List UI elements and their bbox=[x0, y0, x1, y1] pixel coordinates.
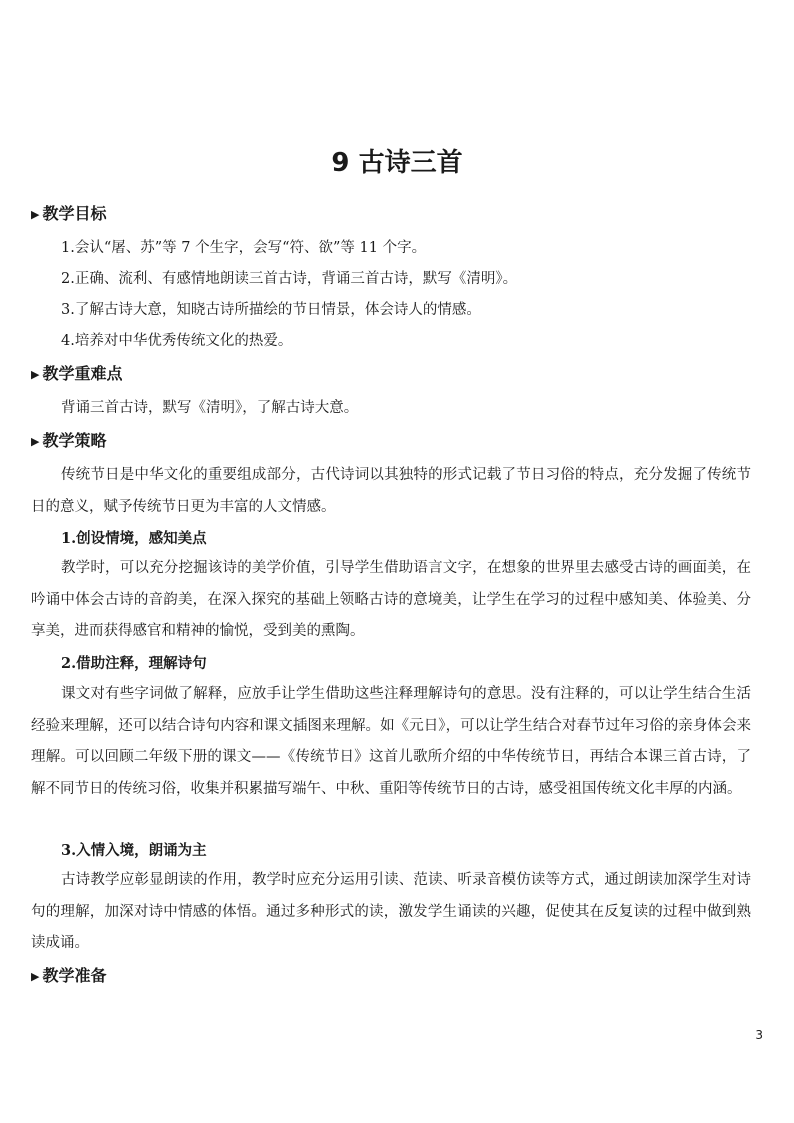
triangle-marker-icon: ▶ bbox=[31, 368, 40, 381]
goal-item-4: 4.培养对中华优秀传统文化的热爱。 bbox=[61, 333, 293, 349]
strategy-sub-title-1: 1.创设情境，感知美点 bbox=[61, 530, 207, 547]
section-heading-key-points bbox=[31, 362, 122, 387]
goal-item-2: 2.正确、流利、有感情地朗读三首古诗，背诵三首古诗，默写《清明》。 bbox=[61, 271, 518, 287]
triangle-marker-icon: ▶ bbox=[31, 208, 40, 221]
goal-item-1: 1.会认“屠、苏”等 7 个生字，会写“符、欲”等 11 个字。 bbox=[61, 240, 427, 256]
section-heading-preparation bbox=[31, 964, 106, 989]
strategy-sub-title-2: 2.借助注释，理解诗句 bbox=[61, 655, 207, 672]
section-heading-label: 教学准备 bbox=[42, 966, 107, 985]
section-heading-label: 教学策略 bbox=[42, 431, 107, 450]
section-heading-goals bbox=[31, 202, 106, 227]
strategy-intro: 传统节日是中华文化的重要组成部分，古代诗词以其独特的形式记载了节日习俗的特点，充分发掘了传统节日的意义，赋予传统节日更为丰富的人文情感。 bbox=[31, 467, 751, 515]
section-heading-label: 教学目标 bbox=[42, 204, 107, 223]
strategy-sub-text-1: 教学时，可以充分挖掘该诗的美学价值，引导学生借助语言文字，在想象的世界里去感受古诗的画面美，在吟诵中体会古诗的音韵美，在深入探究的基础上领略古诗的意境美，让学生在学习的过程中感知美、体验美、分享美，进而获得感官和精神的愉悦，受到美的熏陶。 bbox=[31, 560, 751, 639]
page-title: 9 古诗三首 bbox=[331, 148, 463, 178]
page-number: 3 bbox=[755, 1028, 763, 1042]
triangle-marker-icon: ▶ bbox=[31, 435, 40, 448]
goal-item-3: 3.了解古诗大意，知晓古诗所描绘的节日情景，体会诗人的情感。 bbox=[61, 302, 481, 318]
section-heading-strategy bbox=[31, 429, 106, 454]
strategy-sub-text-2: 课文对有些字词做了解释，应放手让学生借助这些注释理解诗句的意思。没有注释的，可以让学生结合生活经验来理解，还可以结合诗句内容和课文插图来理解。如《元日》，可以让学生结合对春节过年习俗的亲身体会来理解。可以回顾二年级下册的课文——《传统节日》这首儿歌所介绍的中华传统节日，再结合本课三首古诗，了解不同节日的传统习俗，收集并积累描写端午、中秋、重阳等传统节日的古诗，感受祖国传统文化丰厚的内涵。 bbox=[31, 686, 751, 797]
triangle-marker-icon: ▶ bbox=[31, 970, 40, 983]
strategy-sub-text-3: 古诗教学应彰显朗读的作用，教学时应充分运用引读、范读、听录音模仿读等方式，通过朗读加深学生对诗句的理解，加深对诗中情感的体悟。通过多种形式的读，激发学生诵读的兴趣，促使其在反复读的过程中做到熟读成诵。 bbox=[31, 872, 751, 951]
strategy-sub-title-3: 3.入情入境，朗诵为主 bbox=[61, 842, 207, 859]
key-points-text: 背诵三首古诗，默写《清明》，了解古诗大意。 bbox=[61, 400, 359, 416]
section-heading-label: 教学重难点 bbox=[42, 364, 123, 383]
